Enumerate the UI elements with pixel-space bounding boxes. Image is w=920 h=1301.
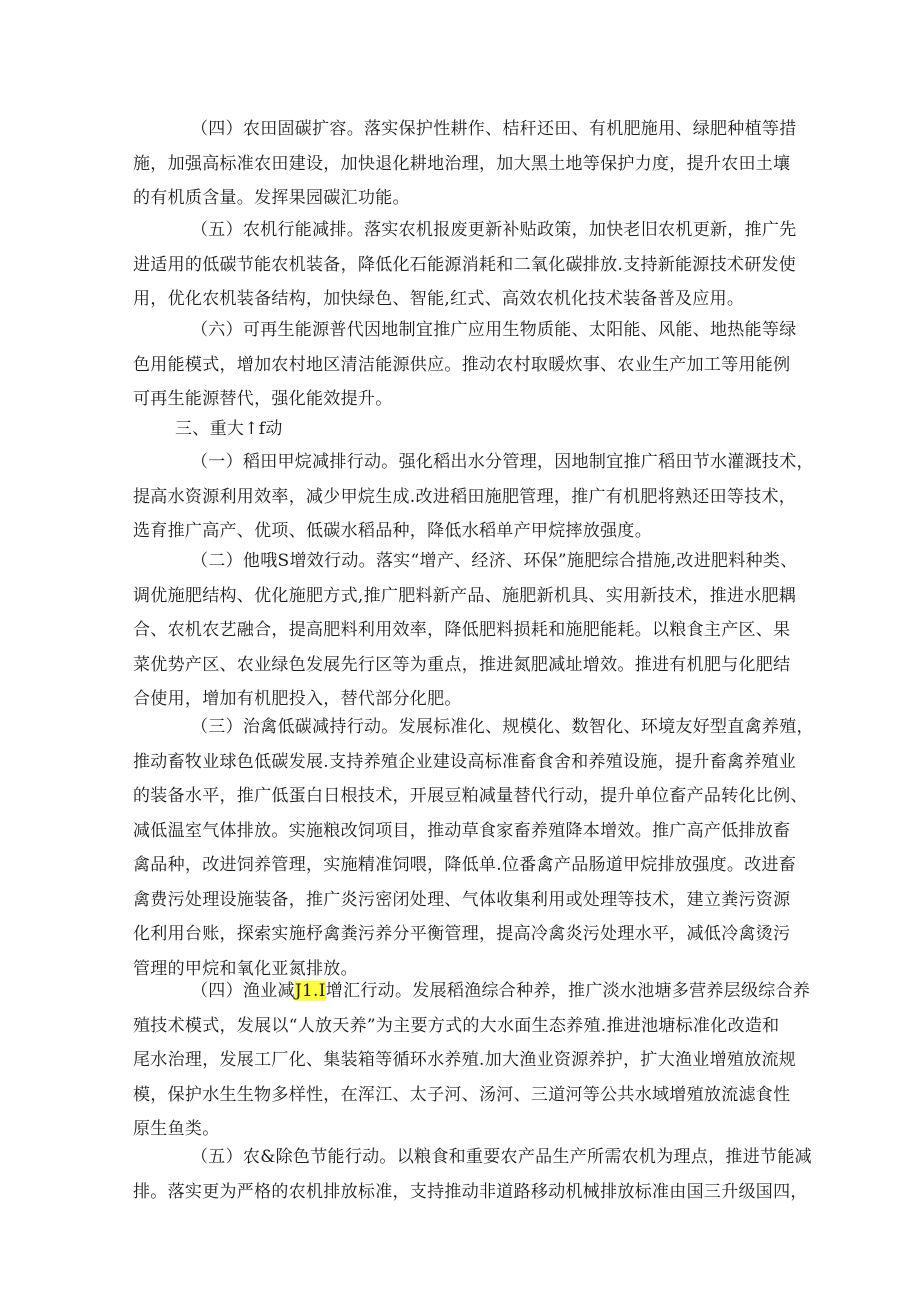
text-line: 的装备水平，推广低蛋白日根技术，开展豆粕减量替代行动，提升单位畜产品转化比例、 xyxy=(133,786,808,806)
text-line: 色用能模式，增加农村地区清洁能源供应。推动农村取暖炊事、农业生产加工等用能例 xyxy=(133,354,791,375)
text-line: （二）他哦S增效行动。落实“增产、经济、环保”施肥综合措施,改进肥料种类、 xyxy=(191,551,798,571)
text-line: 调优施肥结构、优化施肥方式,推广肥料新产品、施肥新机具、实用新技术，推进水肥耦 xyxy=(133,585,797,606)
text-line xyxy=(133,974,811,1009)
paragraph-fishery xyxy=(133,974,811,1147)
text-line: （六）可再生能源普代因地制宜推广应用生物质能、太阳能、风能、地热能等绿 xyxy=(191,320,797,340)
text-line: 原生鱼类。 xyxy=(133,1119,220,1139)
paragraph-farmland-carbon xyxy=(133,112,798,216)
text-line: 推动畜牧业球色低碳发展.支持养殖企业建设高标准畜食舍和养殖设施，提升畜禽养殖业 xyxy=(133,751,797,772)
text-fragment: （四）渔业减 xyxy=(191,981,295,1001)
text-line: （四）农田固碳扩容。落实保护性耕作、桔秆还田、有机肥施用、绿肥种植等措 xyxy=(191,119,797,139)
text-line: 用，优化农机装备结构，加快绿色、智能,红式、高效农机化技术装备普及应用。 xyxy=(133,289,745,309)
section-heading xyxy=(133,412,798,447)
text-fragment: 增汇行动。发展稻渔综合种养，推广淡水池塘多营养层级综合养 xyxy=(325,981,811,1001)
text-line: 减低温室气体排放。实施粮改饲项目，推动草食家畜养殖降本增效。推广高产低排放畜 xyxy=(133,820,791,841)
text-line: 合、农机农艺融合，提高肥料利用效率，降低肥料损耗和施肥能耗。以粮食主产区、果 xyxy=(133,620,791,640)
paragraph-rice-methane xyxy=(133,445,814,549)
text-line: 禽品种，改进饲养管理，实施精准饲喂，降低单.位番禽产品肠道甲烷排放强度。改进畜 xyxy=(133,855,797,875)
text-line: 尾水治理，发展工厂化、集装箱等循环水养殖.加大渔业资源养护，扩大渔业增殖放流规 xyxy=(133,1050,797,1070)
text-line: 模，保护水生生物多样性，在浑江、太子河、汤河、三道河等公共水域增殖放流滤食性 xyxy=(133,1084,791,1105)
paragraph-livestock xyxy=(133,710,814,986)
paragraph-renewable-energy xyxy=(133,313,798,417)
text-line: 管理的甲烷和氧化亚氮排放。 xyxy=(133,958,358,979)
text-line: （五）农&除色节能行动。以粮食和重要农产品生产所需农机为理点，推进节能减 xyxy=(191,1147,812,1167)
text-line: （一）稻田甲烷减排行动。强化稻出水分管理，因地制宜推广稻田节水灌溉技术， xyxy=(191,452,814,472)
text-line: 禽费污处理设施装备，推广炎污密闭处理、气体收集利用或处理等技术，建立粪污资源 xyxy=(133,889,791,910)
text-line: 提高水资源利用效率，减少甲烷生成.改进稻田施肥管理，推广有机肥将熟还田等技术， xyxy=(133,486,797,507)
text-line: 进适用的低碳节能农机装备，降低化石能源消耗和二氧化碳排放.支持新能源技术研发使 xyxy=(133,254,797,275)
highlighted-text: J1.I xyxy=(294,981,326,1001)
text-line: 化利用台账，探索实施杼禽粪污养分平衡管理，提高冷禽炎污处理水平，减低冷禽烫污 xyxy=(133,924,791,944)
text-line: 施，加强高标准农田建设，加快退化耕地治理，加大黑土地等保护力度，提升农田土壤 xyxy=(133,153,791,174)
text-line: 的有机质含量。发挥果园碳汇功能。 xyxy=(133,188,410,208)
text-line: （三）治禽低碳减持行动。发展标准化、规模化、数智化、环境友好型直禽养殖， xyxy=(191,717,814,737)
section-heading-text: 三、重大↑f动 xyxy=(175,419,283,439)
text-line: （五）农机行能减排。落实农机报废更新补贴政策，加快老旧农机更新，推广先 xyxy=(191,220,797,240)
paragraph-farm-machinery xyxy=(133,213,798,317)
text-line: 菜优势产区、农业绿色发展先行区等为重点，推进氮肥减址增效。推进有机肥与化肥结 xyxy=(133,654,791,675)
paragraph-machinery-energy-saving xyxy=(133,1140,812,1209)
paragraph-fertilizer xyxy=(133,544,798,717)
text-line: 殖技术模式，发展以“人放天养”为主要方式的大水面生态养殖.推进池塘标准化改造和 xyxy=(133,1015,780,1036)
text-line: 排。落实更为严格的农机排放标准，支持推动非道路移动机械排放标准由国三升级国四， xyxy=(133,1181,808,1202)
text-line: 选育推广高产、优项、低碳水稻品种，降低水稻单产甲烷摔放强度。 xyxy=(133,521,652,541)
text-line: 合使用，增加有机肥投入，替代部分化肥。 xyxy=(133,689,462,709)
text-line: 可再生能源替代，强化能效提升。 xyxy=(133,389,393,409)
